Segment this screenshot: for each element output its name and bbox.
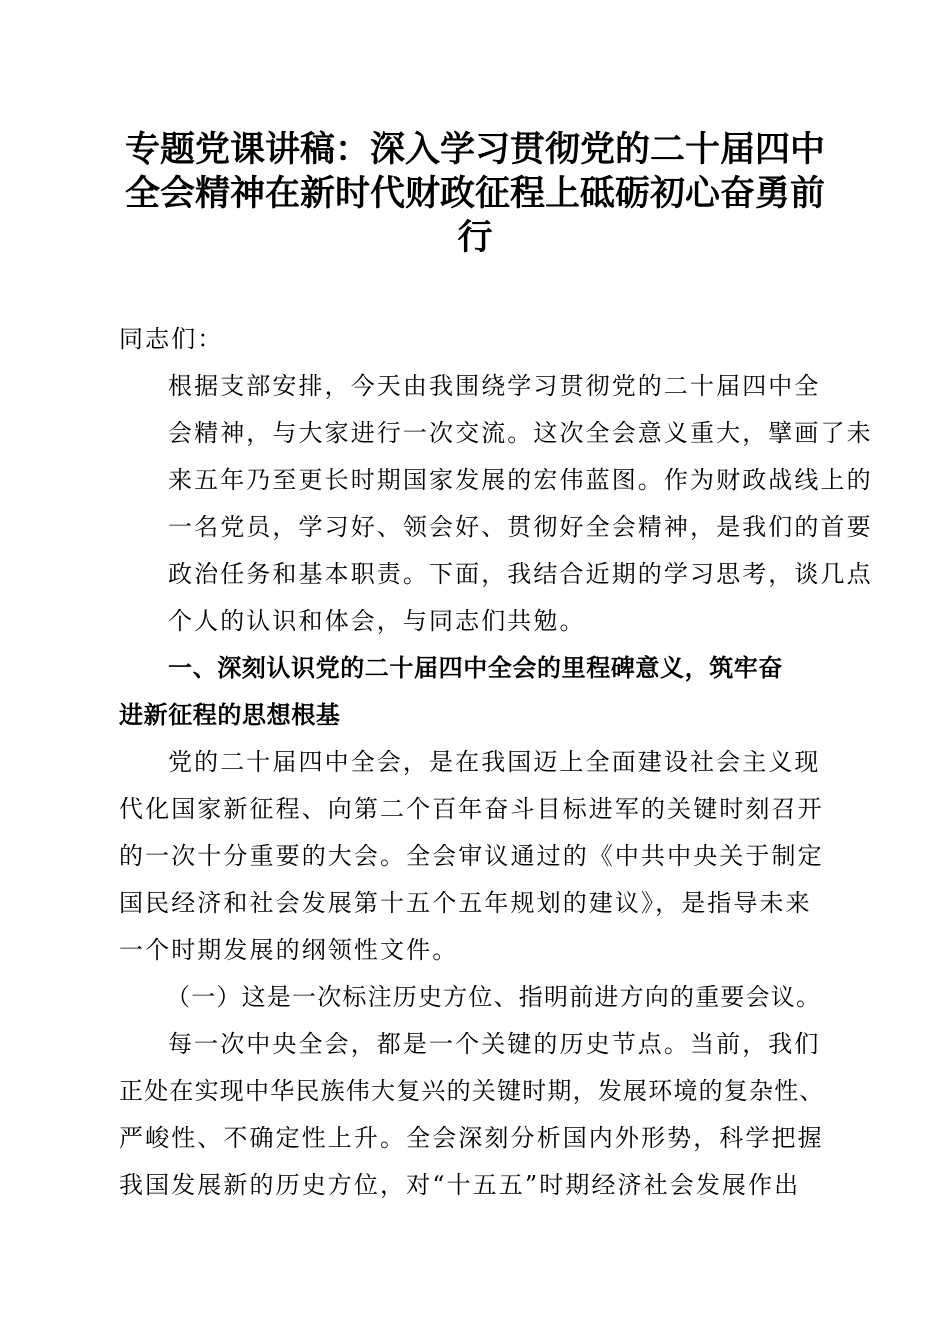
subsection-paragraph: 每一次中央全会，都是一个关键的历史节点。当前，我们 正处在实现中华民族伟大复兴的关键时期，发展环境的复杂性、 严峻性、不确定性上升。全会深刻分析国内外形势，科学把握 我国发展新的历史方位，对“十五五”时期经济社会发展作出	[119, 1030, 825, 1199]
title-line: 专题党课讲稿：深入学习贯彻党的二十届四中	[124, 129, 825, 170]
document-page	[119, 128, 873, 1209]
title-line: 全会精神在新时代财政征程上砥砺初心奋勇前	[124, 173, 825, 214]
document-title	[119, 128, 831, 260]
intro-paragraph: 根据支部安排，今天由我围绕学习贯彻党的二十届四中全 会精神，与大家进行一次交流。这次全会意义重大，擘画了未 来五年乃至更长时期国家发展的宏伟蓝图。作为财政战线上的 一名党员，学习好、领会好、贯彻好全会精神，是我们的首要 政治任务和基本职责。下面，我结合近期的学习思考，谈几点 个人的认识和体会，与同志们共勉。	[168, 372, 873, 635]
subsection-heading: （一）这是一次标注历史方位、指明前进方向的重要会议。	[166, 983, 822, 1011]
title-line: 行	[457, 217, 493, 258]
section-paragraph: 党的二十届四中全会，是在我国迈上全面建设社会主义现 代化国家新征程、向第二个百年奋斗目标进军的关键时刻召开 的一次十分重要的大会。全会审议通过的《中共中央关于制定 国民经济和社会发展第十五个五年规划的建议》，是指导未来 一个时期发展的纲领性文件。	[119, 748, 824, 964]
document-body	[119, 316, 873, 1209]
salutation: 同志们：	[119, 325, 224, 353]
section-heading: 一、深刻认识党的二十届四中全会的里程碑意义，筑牢奋 进新征程的思想根基	[119, 654, 783, 729]
